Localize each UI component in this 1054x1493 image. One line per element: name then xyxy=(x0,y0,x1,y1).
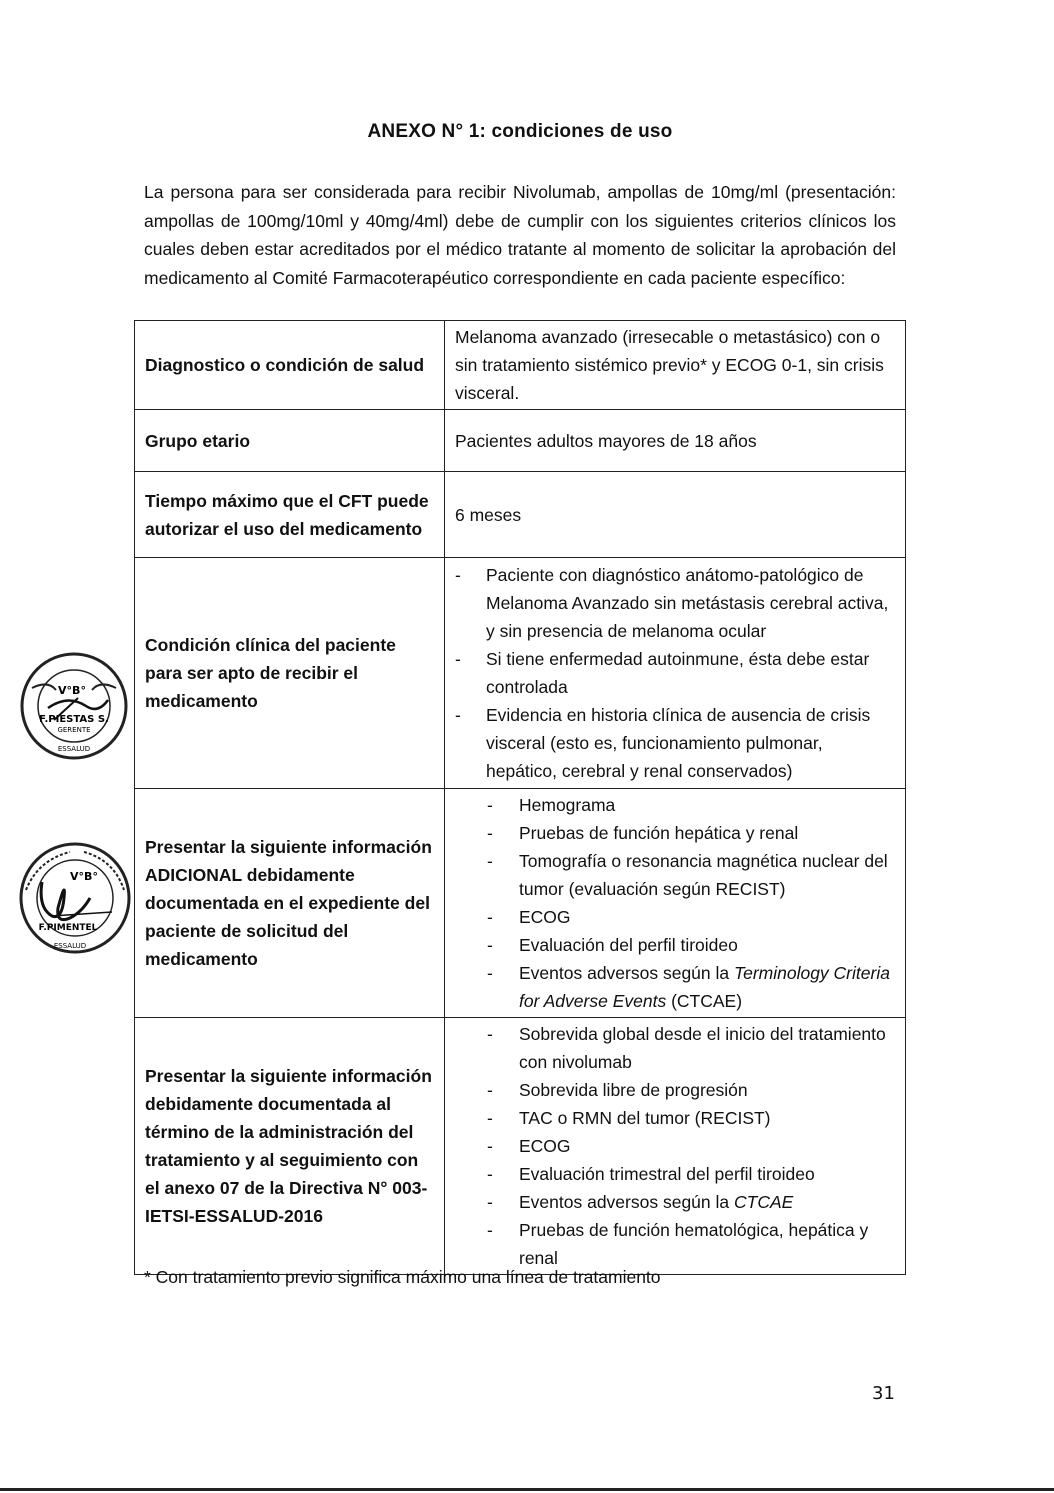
criteria-list xyxy=(455,561,895,785)
criteria-table xyxy=(134,320,906,1275)
item-text: (CTCAE) xyxy=(666,991,743,1011)
table-row xyxy=(135,789,906,1018)
list-item: - Paciente con diagnóstico anátomo-patológico de Melanoma Avanzado sin metástasis cerebral activa, y sin presencia de melanoma ocular xyxy=(455,561,895,645)
svg-text:V°B°: V°B° xyxy=(70,870,98,883)
list-item xyxy=(455,1188,895,1216)
criteria-list xyxy=(455,1020,895,1272)
table-row xyxy=(135,410,906,472)
list-item: - TAC o RMN del tumor (RECIST) xyxy=(455,1104,895,1132)
seal-stamp-icon xyxy=(18,838,132,958)
row-value xyxy=(445,789,906,1018)
row-value: Pacientes adultos mayores de 18 años xyxy=(445,410,906,472)
list-item: - Pruebas de función hepática y renal xyxy=(455,819,895,847)
bottom-rule xyxy=(0,1488,1054,1491)
row-label: Grupo etario xyxy=(135,410,445,472)
svg-text:GERENTE: GERENTE xyxy=(57,726,91,734)
table-row xyxy=(135,472,906,558)
item-italic: CTCAE xyxy=(734,1192,794,1212)
page-title: ANEXO N° 1: condiciones de uso xyxy=(367,121,673,142)
intro-paragraph xyxy=(144,178,896,292)
svg-text:ESSALUD: ESSALUD xyxy=(57,745,91,753)
seal-stamp-icon xyxy=(18,650,130,762)
row-label: Presentar la siguiente información debidamente documentada al término de la administración del tratamiento y al seguimiento con el anexo 07 de la Directiva N° 003-IETSI-ESSALUD-2016 xyxy=(135,1018,445,1275)
list-item: - Evidencia en historia clínica de ausencia de crisis visceral (esto es, funcionamiento pulmonar, hepático, cerebral y renal conservados) xyxy=(455,701,895,785)
svg-text:ESSALUD: ESSALUD xyxy=(53,942,87,950)
page-number: 31 xyxy=(872,1383,895,1404)
table-row xyxy=(135,321,906,410)
svg-text:V°B°: V°B° xyxy=(58,684,86,697)
list-item: - Si tiene enfermedad autoinmune, ésta debe estar controlada xyxy=(455,645,895,701)
table-row xyxy=(135,558,906,789)
footnote: * Con tratamiento previo significa máximo una línea de tratamiento xyxy=(144,1267,661,1287)
list-item: - Tomografía o resonancia magnética nuclear del tumor (evaluación según RECIST) xyxy=(455,847,895,903)
row-label: Diagnostico o condición de salud xyxy=(135,321,445,410)
item-text: Eventos adversos según la xyxy=(519,963,734,983)
item-italic: Terminology Criteria for Adverse Events xyxy=(519,963,890,1011)
list-item: - ECOG xyxy=(455,903,895,931)
list-item: - Sobrevida global desde el inicio del tratamiento con nivolumab xyxy=(455,1020,895,1076)
list-item: - Evaluación del perfil tiroideo xyxy=(455,931,895,959)
row-label: Tiempo máximo que el CFT puede autorizar el uso del medicamento xyxy=(135,472,445,558)
svg-text:F.PIMENTEL: F.PIMENTEL xyxy=(38,923,98,933)
row-label: Presentar la siguiente información ADICIONAL debidamente documentada en el expediente del paciente de solicitud del medicamento xyxy=(135,789,445,1018)
row-value xyxy=(445,558,906,789)
list-item: - ECOG xyxy=(455,1132,895,1160)
list-item: - Sobrevida libre de progresión xyxy=(455,1076,895,1104)
list-item: - Pruebas de función hematológica, hepática y renal xyxy=(455,1216,895,1272)
list-item xyxy=(455,959,895,1015)
row-value: 6 meses xyxy=(445,472,906,558)
svg-text:F.PIESTAS S.: F.PIESTAS S. xyxy=(39,714,109,725)
item-text: Eventos adversos según la xyxy=(519,1192,734,1212)
intro-text: La persona para ser considerada para recibir Nivolumab, ampollas de 10mg/ml (presentación: ampollas de 100mg/10ml y 40mg/4ml) debe de cumplir con los siguientes criterios clínicos los cuales deben estar acreditados por el médico tratante al momento de solicitar la aprobación del medicamento al Comité Farmacoterapéutico correspondiente en cada paciente específico: xyxy=(144,182,896,288)
row-value xyxy=(445,1018,906,1275)
list-item: - Evaluación trimestral del perfil tiroideo xyxy=(455,1160,895,1188)
list-item: - Hemograma xyxy=(455,791,895,819)
table-row xyxy=(135,1018,906,1275)
row-label: Condición clínica del paciente para ser apto de recibir el medicamento xyxy=(135,558,445,789)
criteria-list xyxy=(455,791,895,1015)
row-value: Melanoma avanzado (irresecable o metastásico) con o sin tratamiento sistémico previo* y ECOG 0-1, sin crisis visceral. xyxy=(445,321,906,410)
